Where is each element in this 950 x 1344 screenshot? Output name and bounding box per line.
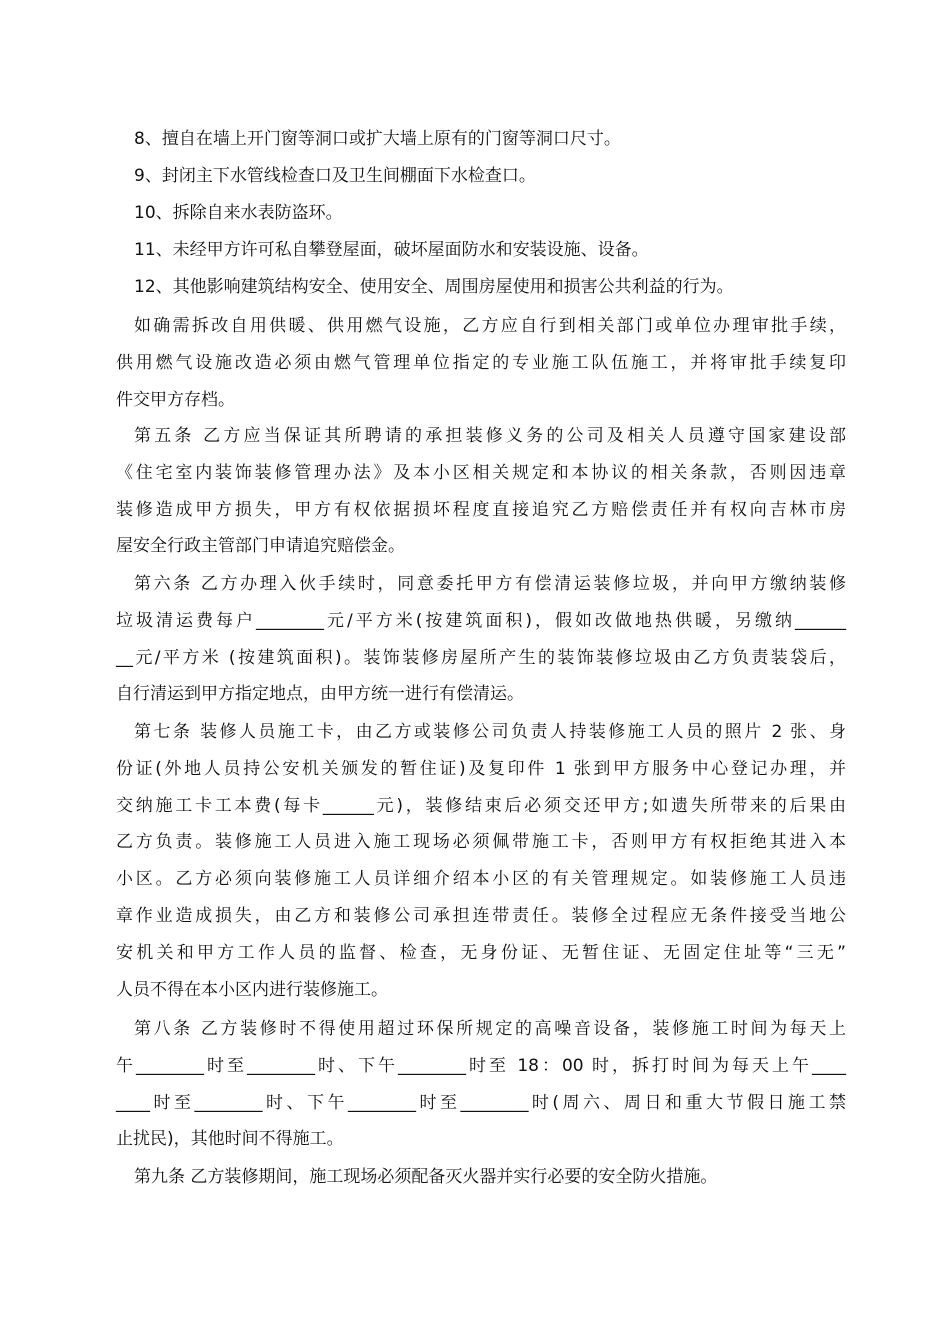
paragraph-line: 供用燃气设施改造必须由燃气管理单位指定的专业施工队伍施工，并将审批手续复印 xyxy=(116,352,846,373)
list-item-9: 9、封闭主下水管线检查口及卫生间棚面下水检查口。 xyxy=(134,166,536,186)
paragraph-line: 份证(外地人员持公安机关颁发的暂住证)及复印件 1 张到甲方服务中心登记办理，并 xyxy=(116,758,846,779)
paragraph-line: 乙方负责。装修施工人员进入施工现场必须佩带施工卡，否则甲方有权拒绝其进入本 xyxy=(116,832,846,853)
paragraph-line: 安机关和甲方工作人员的监督、检查，无身份证、无暂住证、无固定住址等“三无” xyxy=(116,942,846,963)
paragraph-line: __元/平方米 (按建筑面积)。装饰装修房屋所产生的装饰装修垃圾由乙方负责装袋后， xyxy=(116,647,846,668)
paragraph-line: 章作业造成损失，由乙方和装修公司承担连带责任。装修全过程应无条件接受当地公 xyxy=(116,905,846,926)
paragraph-line: ____时至________时、下午________时至________时(周六、周日和重大节假日施工禁 xyxy=(116,1092,846,1113)
paragraph-line: 自行清运到甲方指定地点，由甲方统一进行有偿清运。 xyxy=(116,684,524,705)
list-item-10: 10、拆除自来水表防盗环。 xyxy=(134,203,343,223)
paragraph-line: 止扰民)，其他时间不得施工。 xyxy=(116,1129,344,1150)
article-6 xyxy=(116,566,846,713)
paragraph-line: 第六条 乙方办理入伙手续时，同意委托甲方有偿清运装修垃圾，并向甲方缴纳装修 xyxy=(134,574,846,594)
gas-facility-paragraph xyxy=(116,308,846,418)
paragraph-line: 件交甲方存档。 xyxy=(116,389,235,410)
paragraph-line: 第八条 乙方装修时不得使用超过环保所规定的高噪音设备，装修施工时间为每天上 xyxy=(134,1019,846,1039)
paragraph-line: 《住宅室内装饰装修管理办法》及本小区相关规定和本协议的相关条款，否则因违章 xyxy=(116,462,846,483)
paragraph-line: 屋安全行政主管部门申请追究赔偿金。 xyxy=(116,536,405,557)
paragraph-line: 装修造成甲方损失，甲方有权依据损坏程度直接追究乙方赔偿责任并有权向吉林市房 xyxy=(116,499,846,520)
paragraph-line: 午________时至________时、下午________时至 18：00 时，拆打时间为每天上午____ xyxy=(116,1055,846,1076)
paragraph-line: 人员不得在本小区内进行装修施工。 xyxy=(116,979,388,1000)
article-7 xyxy=(116,714,846,1008)
list-item-11: 11、未经甲方许可私自攀登屋面，破坏屋面防水和安装设施、设备。 xyxy=(134,240,649,260)
list-item-8: 8、擅自在墙上开门窗等洞口或扩大墙上原有的门窗等洞口尺寸。 xyxy=(134,129,621,149)
article-5 xyxy=(116,418,846,565)
paragraph-line: 小区。乙方必须向装修施工人员详细介绍本小区的有关管理规定。如装修施工人员违 xyxy=(116,869,846,890)
list-item-12: 12、其他影响建筑结构安全、使用安全、周围房屋使用和损害公共利益的行为。 xyxy=(134,277,734,297)
article-9 xyxy=(116,1159,846,1196)
paragraph-line: 垃圾清运费每户________元/平方米(按建筑面积)，假如改做地热供暖，另缴纳______ xyxy=(116,610,846,631)
paragraph-line: 第九条 乙方装修期间，施工现场必须配备灭火器并实行必要的安全防火措施。 xyxy=(134,1167,718,1187)
article-8 xyxy=(116,1011,846,1158)
paragraph-line: 交纳施工卡工本费(每卡______元)，装修结束后必须交还甲方;如遗失所带来的后果由 xyxy=(116,795,846,816)
paragraph-line: 第七条 装修人员施工卡，由乙方或装修公司负责人持装修施工人员的照片 2 张、身 xyxy=(134,722,846,742)
paragraph-line: 如确需拆改自用供暖、供用燃气设施，乙方应自行到相关部门或单位办理审批手续， xyxy=(134,316,846,336)
paragraph-line: 第五条 乙方应当保证其所聘请的承担装修义务的公司及相关人员遵守国家建设部 xyxy=(134,426,846,446)
